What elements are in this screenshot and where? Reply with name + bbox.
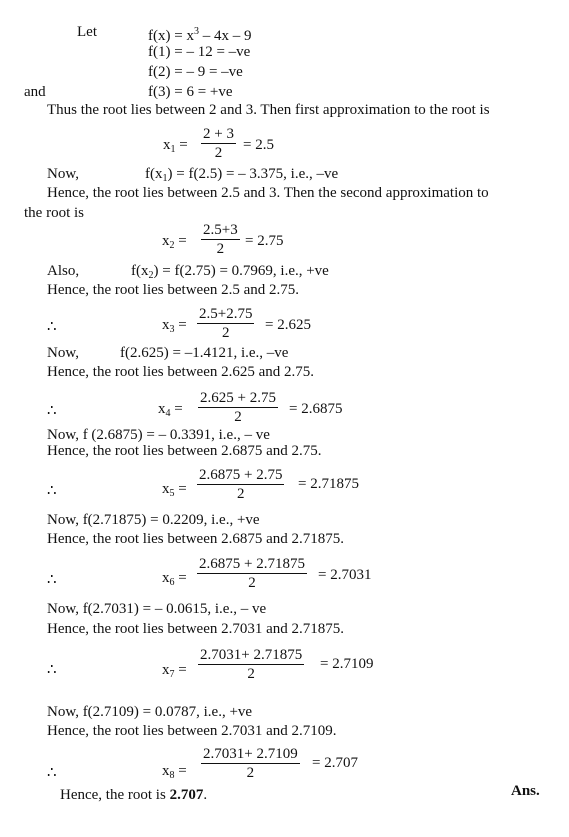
x6-fraction: [197, 555, 307, 592]
function-definition: [148, 23, 251, 45]
also-label: Also,: [47, 263, 80, 279]
fx-rest: – 4x – 9: [198, 28, 252, 44]
now6-line: Now, f(2.7031) = – 0.0615, i.e., – ve: [47, 601, 267, 617]
x8-fraction: [201, 745, 300, 782]
therefore-5: ∴: [47, 483, 57, 499]
f1-value: f(1) = – 12 = –ve: [148, 44, 251, 60]
x1-fraction: [201, 125, 236, 162]
now4-line: Now, f (2.6875) = – 0.3391, i.e., – ve: [47, 427, 270, 443]
x7-fraction: [198, 646, 304, 683]
x6-symbol: $x_6$ =: [162, 570, 187, 588]
now3-equation: f(2.625) = –1.4121, i.e., –ve: [120, 345, 289, 361]
now5-line: Now, f(2.71875) = 0.2209, i.e., +ve: [47, 512, 260, 528]
therefore-4: ∴: [47, 403, 57, 419]
ans-label: Ans.: [511, 783, 540, 799]
fx-power: 3: [193, 26, 199, 37]
x1-denominator: 2: [214, 145, 223, 161]
x3-result: = 2.625: [265, 317, 311, 333]
and-label: and: [24, 84, 46, 100]
fx-def: f(x) = x: [148, 28, 194, 44]
now1-equation: $f(x_1) = f(2.5)$ = – 3.375, i.e., –ve: [145, 166, 339, 184]
x8-symbol: $x_8$ =: [162, 763, 187, 781]
x1-numerator: 2 + 3: [203, 126, 234, 142]
x4-denominator: 2: [234, 409, 242, 425]
x6-denominator: 2: [248, 575, 256, 591]
x2-fraction: [201, 221, 240, 258]
now3-label: Now,: [47, 345, 79, 361]
x5-denominator: 2: [236, 486, 245, 502]
x6-result: = 2.7031: [318, 567, 372, 583]
x8-numerator: 2.7031+ 2.7109: [203, 746, 298, 762]
x2-denominator: 2: [216, 241, 225, 257]
x3-denominator: 2: [221, 325, 230, 341]
x5-result: = 2.71875: [298, 476, 359, 492]
final-answer: Hence, the root is 2.707.: [60, 787, 208, 803]
x7-numerator: 2.7031+ 2.71875: [200, 647, 303, 663]
therefore-7: ∴: [47, 662, 57, 678]
let-label: Let: [77, 24, 97, 40]
hence3-line: Hence, the root lies between 2.625 and 2.75.: [47, 364, 315, 380]
x5-numerator: 2.6875 + 2.75: [199, 467, 283, 483]
x7-result: = 2.7109: [320, 656, 374, 672]
now1-label: Now,: [47, 166, 79, 182]
f3-value: f(3) = 6 = +ve: [148, 84, 233, 100]
therefore-8: ∴: [47, 765, 57, 781]
hence1-line: Hence, the root lies between 2.5 and 3. Then the second approximation to: [47, 185, 489, 201]
thus-line: Thus the root lies between 2 and 3. Then first approximation to the root is: [47, 102, 490, 118]
x1-result: = 2.5: [243, 137, 274, 153]
hence5-line: Hence, the root lies between 2.6875 and 2.71875.: [47, 531, 345, 547]
x2-symbol: $x_2$ =: [162, 233, 187, 251]
x4-numerator: 2.625 + 2.75: [200, 390, 276, 406]
f2-value: f(2) = – 9 = –ve: [148, 64, 243, 80]
therefore-6: ∴: [47, 572, 57, 588]
x5-fraction: [197, 466, 284, 503]
therefore-3: ∴: [47, 319, 57, 335]
also-equation: $f(x_2) = f(2.75) = 0.7969$, i.e., +ve: [131, 263, 329, 281]
x3-numerator: 2.5+2.75: [199, 306, 253, 322]
hence7-line: Hence, the root lies between 2.7031 and 2.7109.: [47, 723, 337, 739]
x8-result: = 2.707: [312, 755, 358, 771]
x7-denominator: 2: [247, 666, 255, 682]
hence4-line: Hence, the root lies between 2.6875 and 2.75.: [47, 443, 322, 459]
x3-fraction: [197, 305, 254, 342]
x2-result: = 2.75: [245, 233, 284, 249]
x3-symbol: $x_3$ =: [162, 317, 187, 335]
x4-symbol: $x_4$ =: [158, 401, 183, 419]
x5-symbol: $x_5$ =: [162, 481, 187, 499]
x4-result: = 2.6875: [289, 401, 343, 417]
hence6-line: Hence, the root lies between 2.7031 and 2.71875.: [47, 621, 345, 637]
x6-numerator: 2.6875 + 2.71875: [199, 556, 305, 572]
now7-line: Now, f(2.7109) = 0.0787, i.e., +ve: [47, 704, 253, 720]
x7-symbol: $x_7$ =: [162, 662, 187, 680]
x2-numerator: 2.5+3: [203, 222, 238, 238]
root-value: 2.707: [169, 787, 204, 803]
hence2-line: Hence, the root lies between 2.5 and 2.75.: [47, 282, 300, 298]
x4-fraction: [198, 389, 278, 426]
x8-denominator: 2: [246, 765, 255, 781]
root-is-line: the root is: [24, 205, 84, 221]
x1-symbol: $x_1$ =: [163, 137, 188, 155]
